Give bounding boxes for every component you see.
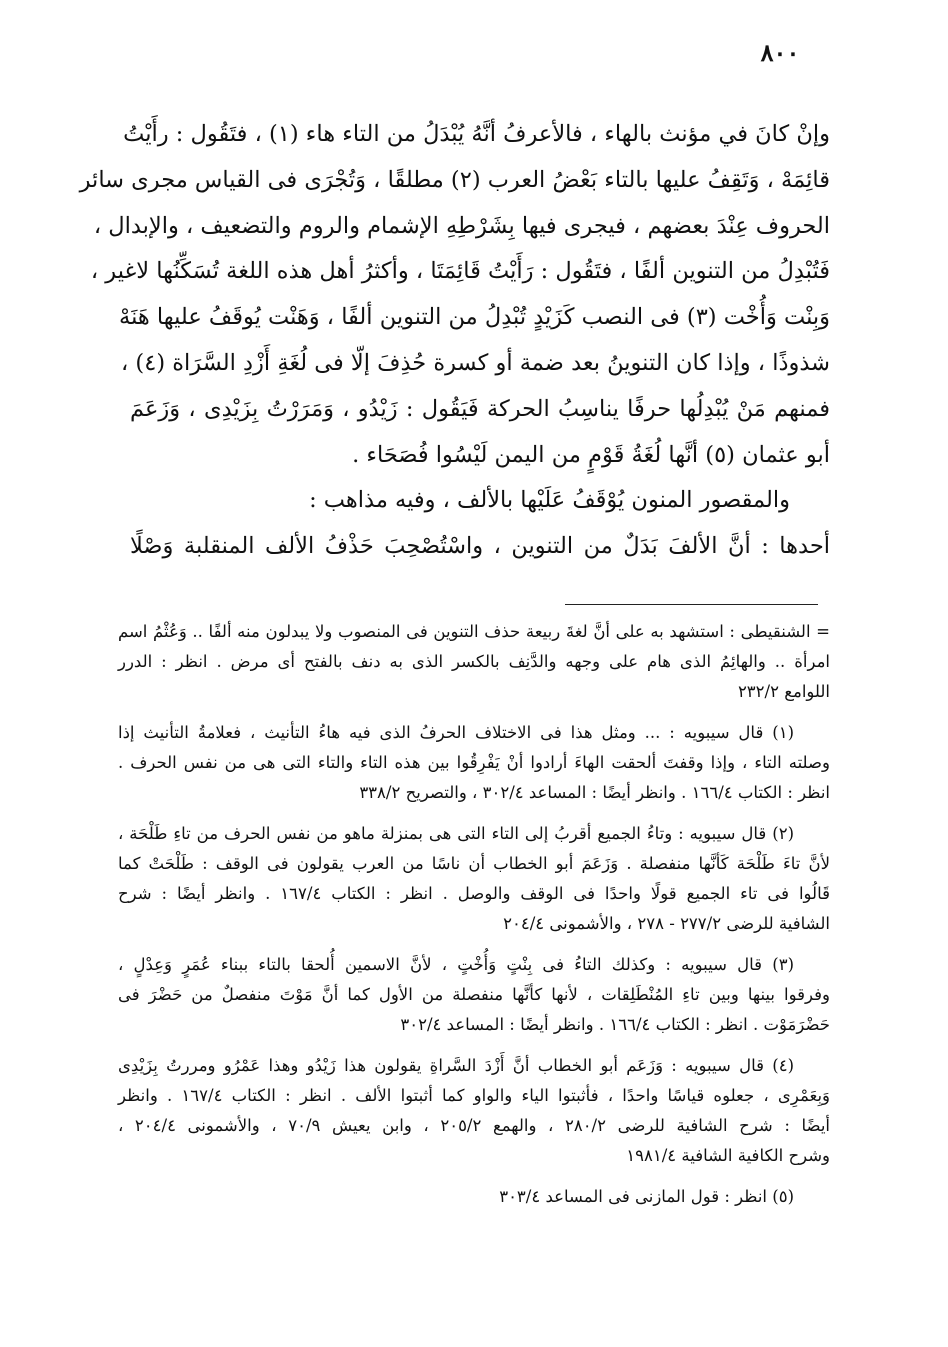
main-text-line: الحروف عِنْدَ بعضهم ، فيجرى فيها بِشَرْطِهِ الإشمام والروم والتضعيف ، والإبدال ، (93, 212, 830, 239)
footnote-3 (118, 950, 830, 1040)
footnote-line: وصلته التاء ، وإذا وقفتَ ألحقت الهاءَ أرادوا أنْ يَفْرِقُوا بين هذه التاء والتاء التى هى من نفس الحرف . (118, 753, 830, 772)
main-text-line: وَبِنْت وَأُخْت (٣) فى النصب كَزَيْدٍ تُبْدِلُ من التنوين ألفًا ، وَهَنْت يُوقَفُ عليها هَنَهْ (119, 304, 830, 331)
footnote-line: وشرح الكافية الشافية ١٩٨١/٤ (626, 1146, 830, 1165)
main-text-line: فمنهم مَنْ يُبْدِلُها حرفًا يناسِبُ الحركة فَيَقُول : زَيْدُو ، وَمَرَرْتُ بِزَيْدِى ، وَزَعَمَ (130, 395, 830, 422)
footnote-2 (118, 819, 830, 939)
main-text-line: أبو عثمان (٥) أنَّها لُغَةُ قَوْمٍ من اليمن لَيْسُوا فُصَحَاء . (352, 441, 830, 468)
page-number: ٨٠٠ (760, 38, 800, 67)
footnote-line: اللوامع ٢٣٢/٢ (737, 682, 830, 701)
footnote-line: = الشنقيطى : استشهد به على أنَّ لغةَ ربيعة حذف التنوين فى المنصوب ولا يبدلون منه ألفًا .. وَعُثْمُ اسم (118, 622, 830, 641)
footnote-line: (١) قال سيبويه : ... ومثل هذا فى الاختلاف الحرفُ الذى فيه هاءُ التأنيث ، فعلامةُ التأنيث إذا (118, 723, 794, 742)
main-text-line: والمقصور المنون يُوْقَفُ عَلَيْها بالألف ، وفيه مذاهب : (309, 487, 790, 514)
footnote-line: وفرقوا بينها وبين تاءِ المُنْطَلِقات ، لأنها كأنَّها منفصلة من الأول كما أنَّ مَوْتَ منفصلٌ من حَضْرَ فى (118, 985, 830, 1004)
main-text (79, 112, 830, 570)
footnote-line: انظر : الكتاب ١٦٦/٤ . وانظر أيضًا : المساعد ٣٠٢/٤ ، والتصريح ٣٣٨/٢ (359, 783, 830, 802)
main-text-line: وإنْ كانَ في مؤنث بالهاء ، فالأعرفُ أنَّهُ يُبْدَلُ من التاء هاء (١) ، فتَقُول : رأَيْتُ (123, 121, 830, 147)
footnote-line: حَضْرَمَوْت . انظر : الكتاب ١٦٦/٤ . وانظر أيضًا : المساعد ٣٠٢/٤ (400, 1015, 830, 1034)
footnote-5 (118, 1182, 830, 1212)
main-text-line: فَتُبْدِلُ من التنوين ألفًا ، فتَقُول : رَأَيْتُ قَائِمَتَا ، وأكثرُ أهل هذه اللغة تُسَكِّنُها لاغير ، (90, 258, 830, 285)
footnote-line: قَالُوا فى تاء الجميع قولًا واحدًا فى الوقف والوصل . انظر : الكتاب ١٦٧/٤ . وانظر أيضًا : شرح (118, 884, 830, 903)
footnote-line: (٥) انظر : قول المازنى فى المساعد ٣٠٣/٤ (499, 1187, 794, 1206)
footnotes (118, 617, 830, 1223)
footnote-separator (565, 604, 818, 605)
footnote-1 (118, 718, 830, 808)
main-text-line: أحدها : أنَّ الألفَ بَدَلٌ من التنوين ، واسْتُصْحِبَ حَذْفُ الألف المنقلبة وَصْلًا (130, 533, 830, 560)
footnote-4 (118, 1051, 830, 1171)
footnote-line: (٢) قال سيبويه : وتاءُ الجميع أقربُ إلى التاء التى هى بمنزلة ماهو من نفس الحرف من تاءِ طَلْحَة ، (118, 824, 794, 843)
footnote-continuation (118, 617, 830, 707)
footnote-line: لأنَّ تاءَ طَلْحَة كَأنَّها منفصلة . وَزَعَمَ أبو الخطاب أن ناسًا من العرب يقولون فى الوقف : طَلْحَتْ كما (118, 854, 830, 873)
main-text-line: شذوذًا ، وإذا كان التنوينُ بعد ضمة أو كسرة حُذِفَ إلّا فى لُغَةِ أَزْدِ السَّرَاة (٤) ، (121, 349, 830, 376)
footnote-line: وَبِعَمْرِى ، جعلوه قياسًا واحدًا ، فأثبتوا الياء والواو كما أثبتوا الألف . انظر : الكتاب ١٦٧/٤ . وانظر (118, 1086, 830, 1105)
footnote-line: أيضًا : شرح الشافية للرضى ٢٨٠/٢ ، والهمع ٢٠٥/٢ ، وابن يعيش ٧٠/٩ ، والأشمونى ٢٠٤/٤ ، (118, 1116, 831, 1135)
footnote-line: الشافية للرضى ٢٧٧/٢ - ٢٧٨ ، والأشمونى ٢٠٤/٤ (503, 914, 830, 933)
footnote-line: (٣) قال سيبويه : وكذلك التاءُ فى بِنْتٍ وَأُخْتٍ ، لأنَّ الاسمين أُلحقا بالتاء ببناء عُمَرٍ وَعِدْلٍ ، (118, 955, 794, 974)
main-text-line: قائِمَهْ ، وَتَقِفُ عليها بالتاء بَعْضُ العرب (٢) مطلقًا ، وَتُجْرَى فى القياس مجرى سائر (79, 166, 830, 193)
footnote-line: (٤) قال سيبويه : وَزَعَم أبو الخطاب أنَّ أَزْدَ السَّراةِ يقولون هذا زَيْدُو وهذا عَمْرُو ومررتُ بِزَيْدِى (118, 1056, 794, 1075)
footnote-line: امرأة .. والهائِمُ الذى هام على وجهه والدَّنِف بالكسر الذى به دنف بالفتح أى مرض . انظر : الدرر (118, 652, 830, 671)
